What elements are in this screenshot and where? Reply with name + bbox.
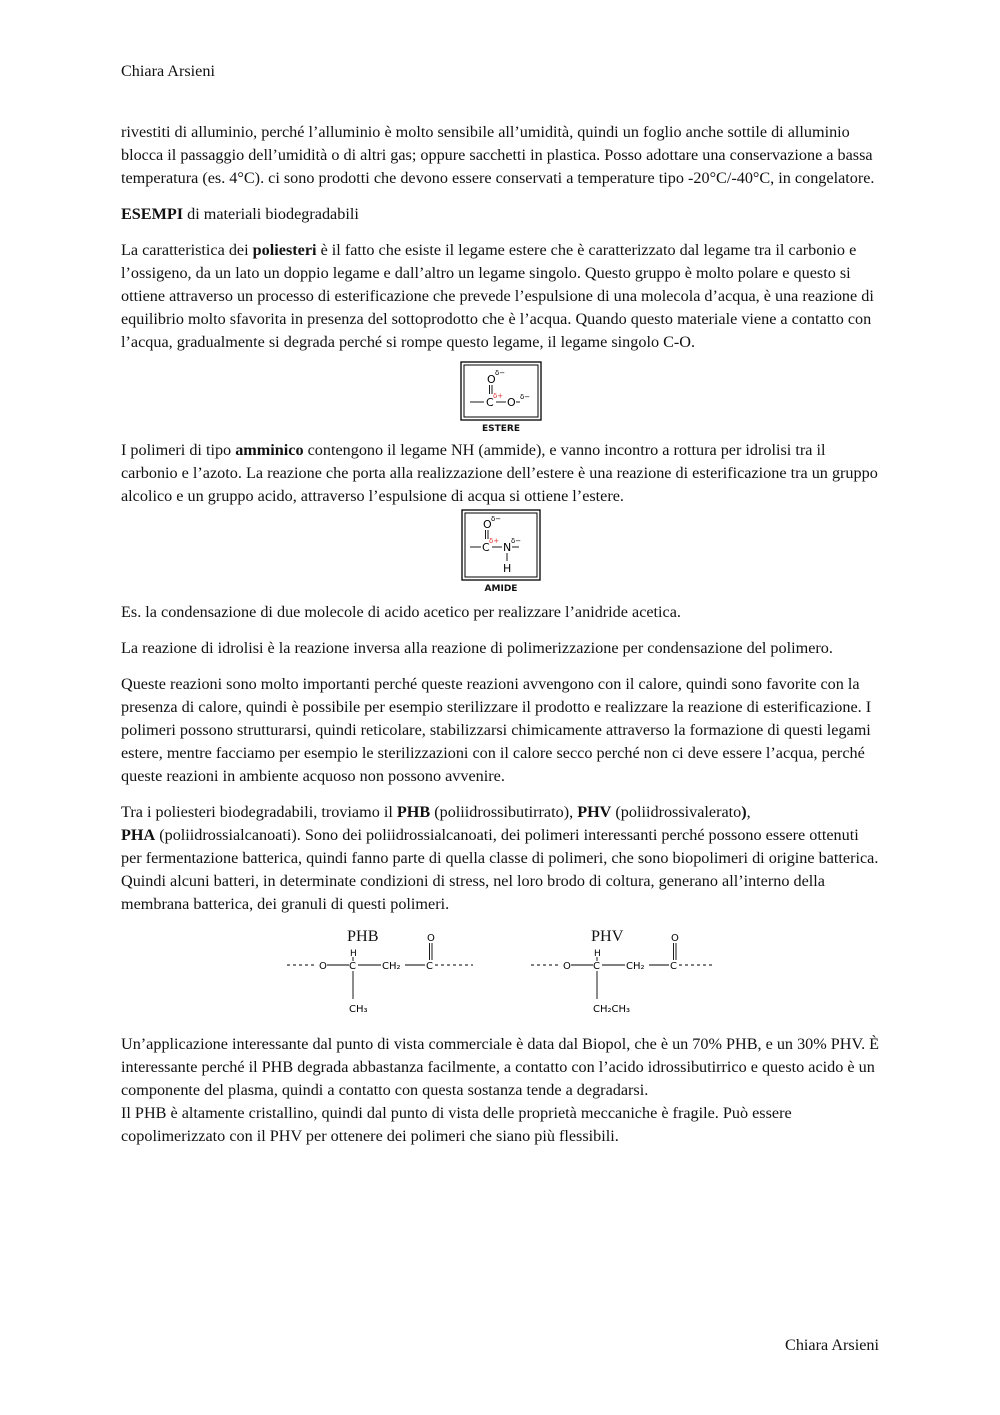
amides-text-post: contengono il legame NH (ammide), e vanno incontro a rottura per idrolisi tra il carbonio e l’azoto. La reazione che porta alla realizzazione dell’estere è una reazione di esterificazione tra un gruppo alcolico e un gruppo acido, attraverso l’espulsione di acqua si ottiene l’estere. [121,441,878,505]
paragraph-phb-phv-pha [121,801,881,916]
ester-atom-o-right: O [507,396,516,409]
phv-structure-image [525,925,725,1021]
amide-delta-minus-n: δ− [511,537,522,545]
paragraph-biopol: Un’applicazione interessante dal punto di vista commerciale è data dal Biopol, che è un 70% PHB, e un 30% PHV. È interessante perché il PHB degrada abbastanza facilmente, a contatto con l’acido idrossibutirrico e questo acido è un componente del plasma, quindi a contatto con questa sostanza tende a degradarsi. [121,1035,880,1099]
paragraph-acetic-example: Es. la condensazione di due molecole di acido acetico per realizzare l’anidride acetica. [121,603,681,621]
phv-carbonyl-c: C [670,961,677,972]
phb-c: C [349,961,356,972]
pha-text-1: Tra i poliesteri biodegradabili, troviamo il [121,803,397,821]
examples-heading-bold: ESEMPI [121,205,184,223]
page-footer-author: Chiara Arsieni [785,1336,879,1354]
amide-atom-c: C [482,541,490,554]
phb-bold: PHB [396,803,431,821]
phv-h: H [594,949,601,959]
amide-atom-n: N [503,541,512,554]
ester-structure-image [460,361,542,421]
pha-text-3: (poliidrossivalerato [611,803,742,821]
ester-delta-plus: δ+ [493,392,504,400]
document-body [121,121,881,1161]
ester-caption: ESTERE [482,424,520,434]
phv-bold: PHV [577,803,612,821]
phv-ch2: CH₂ [626,961,645,972]
ester-atom-c: C [486,396,494,409]
phb-carbonyl-o: O [427,933,435,944]
polyesters-text-pre: La caratteristica dei [121,241,253,259]
ester-delta-minus-right: δ− [520,393,531,401]
pha-bold-paren: ) [741,803,747,821]
phv-label: PHV [591,927,624,945]
pha-text-5: (poliidrossialcanoati). Sono dei poliidrossialcanoati, dei polimeri interessanti perché possono essere ottenuti per fermentazione batterica, quindi fanno parte di quella classe di polimeri, che sono biopolimeri di origine batterica. Quindi alcuni batteri, in determinate condizioni di stress, nel loro brodo di coltura, generano all’interno della membrana batterica, dei granuli di questi polimeri. [121,826,879,913]
amide-atom-h: H [503,562,512,575]
paragraph-phb-crystalline: Il PHB è altamente cristallino, quindi dal punto di vista delle proprietà meccaniche è fragile. Può essere copolimerizzato con il PHV per ottenere dei polimeri che siano più flessibili. [121,1104,792,1145]
phv-c: C [593,961,600,972]
amides-bold: amminico [235,441,304,459]
amide-delta-minus-top: δ− [491,515,502,523]
paragraph-hydrolysis: La reazione di idrolisi è la reazione inversa alla reazione di polimerizzazione per condensazione del polimero. [121,639,833,657]
amide-structure-image [461,509,541,581]
phv-ether-o: O [563,961,571,972]
page-header-author: Chiara Arsieni [121,62,215,80]
amide-figure [121,509,881,595]
paragraph-polyesters [121,239,881,354]
pha-bold: PHA [121,826,156,844]
polyesters-text-post: è il fatto che esiste il legame estere che è caratterizzato dal legame tra il carbonio e l’ossigeno, da un lato un doppio legame e dall’altro un legame singolo. Questo gruppo è molto polare e questo si ottiene attraverso un processo di esterificazione che prevede l’espulsione di una molecola d’acqua, è una reazione di equilibrio molto sfavorita in presenza del sottoprodotto che è l’acqua. Quando questo materiale viene a contatto con l’acqua, gradualmente si degrada perché si rompe questo legame, il legame singolo C-O. [121,241,874,351]
paragraph-storage: rivestiti di alluminio, perché l’alluminio è molto sensibile all’umidità, quindi un foglio anche sottile di alluminio blocca il passaggio dell’umidità o di altri gas; oppure sacchetti in plastica. Posso adottare una conservazione a bassa temperatura (es. 4°C). ci sono prodotti che devono essere conservati a temperature tipo -20°C/-40°C, in congelatore. [121,123,875,187]
pha-text-2: (poliidrossibutirrato), [430,803,578,821]
examples-heading-rest: di materiali biodegradabili [183,205,359,223]
phv-carbonyl-o: O [671,933,679,944]
phv-ch2ch3: CH₂CH₃ [593,1004,631,1015]
phb-h: H [350,949,357,959]
paragraph-examples-heading [121,203,881,226]
phb-carbonyl-c: C [426,961,433,972]
phb-ether-o: O [319,961,327,972]
amide-atom-o-top: O [483,518,492,531]
ester-figure [121,361,881,435]
pha-text-4: , [746,803,751,821]
amides-text-pre: I polimeri di tipo [121,441,236,459]
phb-structure-image [281,925,481,1021]
phb-ch2: CH₂ [382,961,401,972]
polymer-structures [121,925,881,1021]
amide-delta-plus: δ+ [489,537,500,545]
paragraph-amides [121,439,881,508]
ester-delta-minus-top: δ− [495,369,506,377]
phb-ch3: CH₃ [349,1004,368,1015]
polyesters-bold: poliesteri [252,241,317,259]
amide-caption: AMIDE [484,584,518,594]
paragraph-heat-reactions: Queste reazioni sono molto importanti perché queste reazioni avvengono con il calore, quindi sono favorite con la presenza di calore, quindi è possibile per esempio sterilizzare il prodotto e realizzare la reazione di esterificazione. I polimeri possono strutturarsi, quindi reticolare, stabilizzarsi chimicamente attraverso la formazione di questi legami estere, mentre facciamo per esempio le sterilizzazioni con il calore secco perché non ci deve essere l’acqua, perché queste reazioni in ambiente acquoso non possono avvenire. [121,675,872,785]
ester-atom-o-top: O [487,373,496,386]
phb-label: PHB [347,927,379,945]
